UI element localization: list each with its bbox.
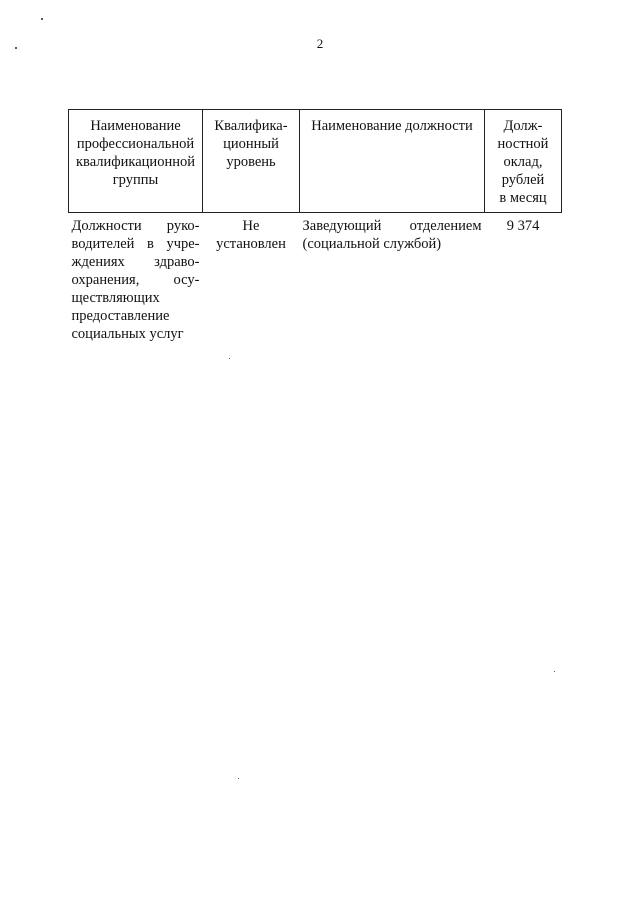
cell-line: Заведующий отделением	[302, 218, 482, 234]
page-number: 2	[316, 36, 324, 51]
header-position	[300, 110, 485, 213]
scan-speck	[41, 18, 43, 20]
cell-line: (социальной службой)	[302, 236, 442, 252]
header-level	[203, 110, 300, 213]
cell-line: Должности руко-	[71, 218, 200, 234]
header-line: Квалифика-	[214, 118, 288, 134]
header-line: Долж-	[503, 118, 543, 134]
cell-line: охранения, осу-	[71, 272, 200, 288]
scan-speck	[554, 671, 555, 672]
header-line: ностной	[497, 136, 549, 152]
header-line: уровень	[226, 154, 276, 170]
header-line: квалификационной	[76, 154, 195, 170]
scan-speck	[15, 47, 17, 49]
header-line: в месяц	[499, 190, 547, 206]
header-line: оклад,	[503, 154, 543, 170]
cell-line: Не	[242, 218, 260, 234]
cell-line: установлен	[216, 236, 286, 252]
header-line: группы	[112, 172, 159, 188]
salary-table	[68, 109, 562, 343]
header-line: профессиональной	[76, 136, 195, 152]
cell-line: ществляющих	[71, 290, 160, 306]
cell-line: ждениях здраво-	[71, 254, 200, 270]
cell-line: предоставление	[71, 308, 170, 324]
cell-group	[69, 213, 203, 344]
header-line: рублей	[501, 172, 545, 188]
header-line: Наименование должности	[311, 118, 473, 134]
header-line: ционный	[223, 136, 279, 152]
cell-salary: 9 374	[506, 218, 540, 234]
header-salary	[485, 110, 562, 213]
table-row	[69, 213, 562, 344]
cell-position	[300, 213, 485, 344]
cell-line: водителей в учре-	[71, 236, 200, 252]
header-line: Наименование	[90, 118, 181, 134]
scan-speck	[238, 778, 239, 779]
cell-line: социальных услуг	[71, 326, 184, 342]
scan-speck	[229, 358, 230, 359]
cell-level	[203, 213, 300, 344]
table-header-row	[69, 110, 562, 213]
header-group	[69, 110, 203, 213]
